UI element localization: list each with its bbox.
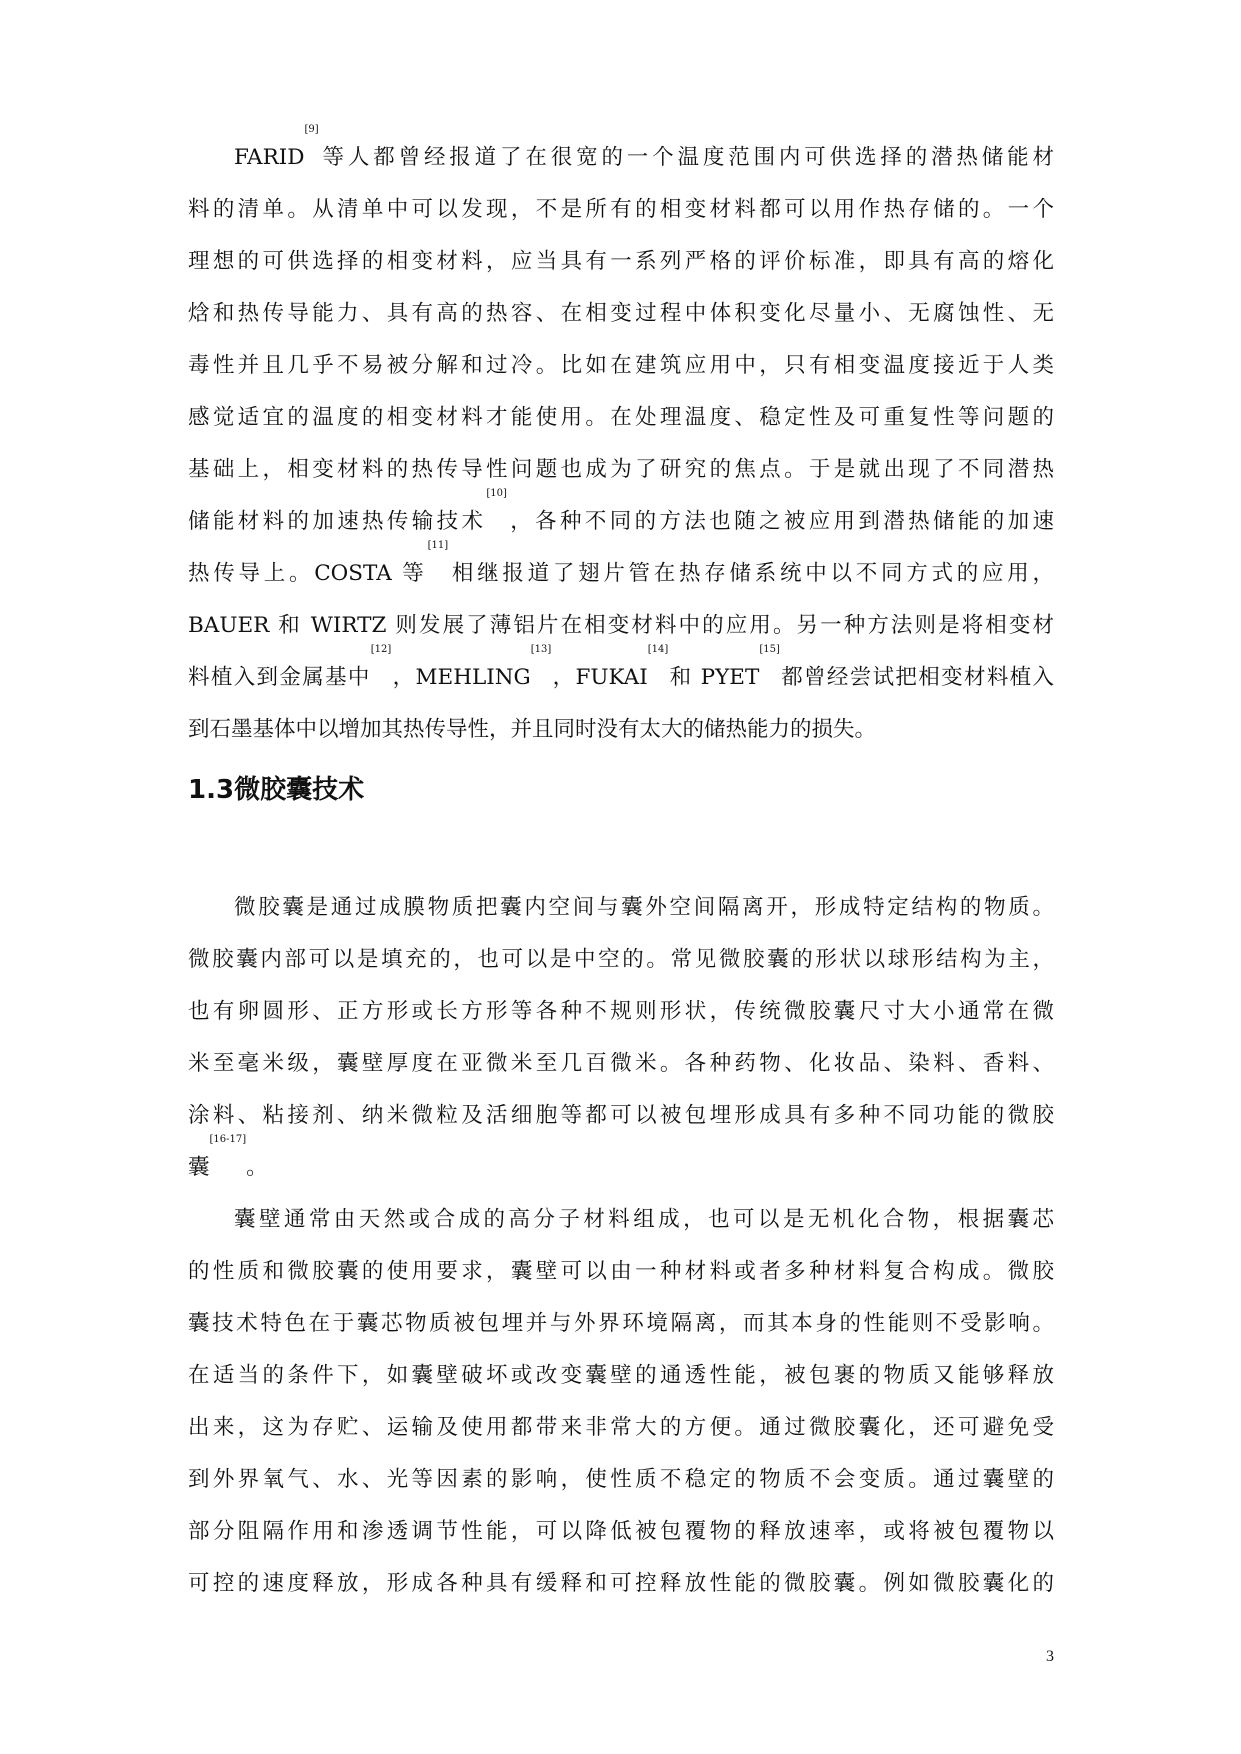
text-line <box>188 488 1054 548</box>
paragraph-1 <box>188 124 1055 756</box>
text-run: 涂料、粘接剂、纳米微粒及活细胞等都可以被包埋形成具有多种不同功能的微胶 <box>188 1103 1054 1128</box>
text-run: ，MEHLING <box>391 665 531 690</box>
text-line <box>188 1090 1054 1142</box>
text-run: 理想的可供选择的相变材料，应当具有一系列严格的评价标准，即具有高的熔化 <box>188 249 1054 274</box>
citation: [14] <box>647 644 669 655</box>
text-run: 的性质和微胶囊的使用要求，囊壁可以由一种材料或者多种材料复合构成。微胶 <box>188 1259 1054 1284</box>
paragraph-2 <box>188 882 1054 1194</box>
page-number: 3 <box>1046 1648 1054 1665</box>
text-run: 在适当的条件下，如囊壁破坏或改变囊壁的通透性能，被包裹的物质又能够释放 <box>188 1363 1054 1388</box>
citation: [12] <box>370 644 392 655</box>
text-line <box>188 1402 1054 1454</box>
section-heading <box>188 770 364 810</box>
text-line <box>188 1134 1054 1194</box>
citation: [16-17] <box>209 1134 247 1145</box>
text-line <box>188 1298 1054 1350</box>
text-run: 等人都曾经报道了在很宽的一个温度范围内可供选择的潜热储能材 <box>318 145 1054 170</box>
text-line <box>188 444 1054 496</box>
text-run: 到外界氧气、水、光等因素的影响，使性质不稳定的物质不会变质。通过囊壁的 <box>188 1467 1054 1492</box>
text-run: 相继报道了翅片管在热存储系统中以不同方式的应用， <box>448 561 1054 586</box>
text-line <box>188 1454 1054 1506</box>
text-line <box>188 184 1054 236</box>
text-run: 部分阻隔作用和渗透调节性能，可以降低被包覆物的释放速率，或将被包覆物以 <box>188 1519 1054 1544</box>
text-run: 料的清单。从清单中可以发现，不是所有的相变材料都可以用作热存储的。一个 <box>188 197 1054 222</box>
citation: [15] <box>759 644 780 655</box>
text-line <box>188 644 1055 704</box>
text-run: 微胶囊内部可以是填充的，也可以是中空的。常见微胶囊的形状以球形结构为主， <box>188 947 1054 972</box>
citation: [9] <box>304 124 319 135</box>
text-run: 焓和热传导能力、具有高的热容、在相变过程中体积变化尽量小、无腐蚀性、无 <box>188 301 1054 326</box>
text-run: 热传导上。COSTA 等 <box>188 561 428 586</box>
text-run: 囊技术特色在于囊芯物质被包埋并与外界环境隔离，而其本身的性能则不受影响。 <box>188 1311 1054 1336</box>
text-run: BAUER 和 WIRTZ 则发展了薄铝片在相变材料中的应用。另一种方法则是将相变材 <box>188 613 1054 638</box>
text-run: 感觉适宜的温度的相变材料才能使用。在处理温度、稳定性及可重复性等问题的 <box>188 405 1054 430</box>
text-run: 可控的速度释放，形成各种具有缓释和可控释放性能的微胶囊。例如微胶囊化的 <box>188 1571 1054 1596</box>
text-line <box>188 392 1054 444</box>
text-run: 和 PYET <box>668 665 760 690</box>
text-line <box>188 1246 1054 1298</box>
text-line <box>188 1350 1054 1402</box>
text-run: 料植入到金属基中 <box>188 665 371 690</box>
text-run: FARID <box>234 145 305 170</box>
citation: [10] <box>486 488 507 499</box>
paragraph-3 <box>188 1194 1054 1610</box>
text-run: 储能材料的加速热传输技术 <box>188 509 487 534</box>
text-line <box>188 288 1054 340</box>
text-run: 毒性并且几乎不易被分解和过冷。比如在建筑应用中，只有相变温度接近于人类 <box>188 353 1054 378</box>
text-line <box>188 882 1054 934</box>
text-line <box>188 934 1054 986</box>
citation: [13] <box>530 644 552 655</box>
text-run: 囊 <box>188 1155 210 1180</box>
text-run: 微胶囊是通过成膜物质把囊内空间与囊外空间隔离开，形成特定结构的物质。 <box>234 895 1054 920</box>
section-number: 1.3 <box>188 775 235 805</box>
text-line <box>188 986 1054 1038</box>
text-line <box>188 340 1054 392</box>
citation: [11] <box>427 540 449 551</box>
text-line <box>188 704 1054 756</box>
text-line <box>188 236 1054 288</box>
text-line <box>188 1038 1054 1090</box>
text-run: 也有卵圆形、正方形或长方形等各种不规则形状，传统微胶囊尺寸大小通常在微 <box>188 999 1054 1024</box>
text-line <box>188 540 1054 600</box>
text-line <box>188 600 1054 652</box>
text-run: 基础上，相变材料的热传导性问题也成为了研究的焦点。于是就出现了不同潜热 <box>188 457 1054 482</box>
text-run: 米至毫米级，囊壁厚度在亚微米至几百微米。各种药物、化妆品、染料、香料、 <box>188 1051 1054 1076</box>
text-line <box>188 1558 1054 1610</box>
text-run: ，FUKAI <box>551 665 648 690</box>
text-run: 囊壁通常由天然或合成的高分子材料组成，也可以是无机化合物，根据囊芯 <box>234 1207 1054 1232</box>
text-run: ，各种不同的方法也随之被应用到潜热储能的加速 <box>506 509 1054 534</box>
text-run: 都曾经尝试把相变材料植入 <box>779 665 1055 690</box>
text-line <box>188 124 1054 184</box>
text-line <box>188 1194 1054 1246</box>
text-run: 。 <box>246 1155 268 1180</box>
text-run: 出来，这为存贮、运输及使用都带来非常大的方便。通过微胶囊化，还可避免受 <box>188 1415 1054 1440</box>
text-line <box>188 1506 1054 1558</box>
text-run: 到石墨基体中以增加其热传导性，并且同时没有太大的储热能力的损失。 <box>188 717 877 742</box>
section-title: 微胶囊技术 <box>234 775 365 805</box>
